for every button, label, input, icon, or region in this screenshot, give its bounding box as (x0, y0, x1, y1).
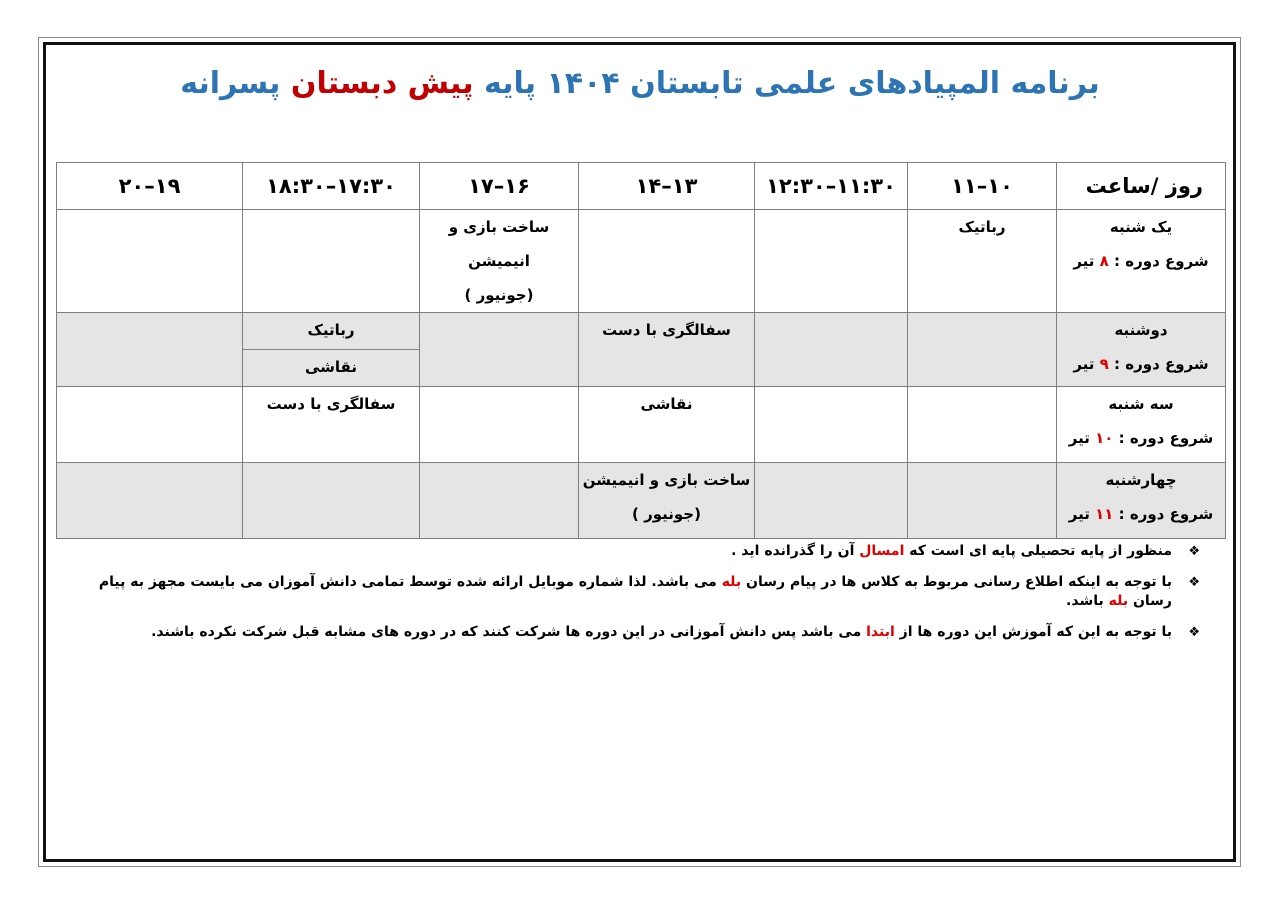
day-cell (1057, 463, 1226, 539)
title-gender: پسرانه (180, 66, 281, 101)
empty-cell (420, 387, 579, 463)
empty-cell (243, 210, 420, 313)
header-slot-19-20: ۱۹–۲۰ (57, 163, 243, 210)
empty-cell (755, 313, 908, 387)
list-item: ❖ با توجه به اینکه اطلاع رسانی مربوط به کلاس ها در پیام رسان بله می باشد. لذا شماره موبایل ارائه شده توسط تمامی دانش آموزان می بایست مجهز به پیام رسان بله باشد. (98, 574, 1200, 609)
empty-cell (57, 463, 243, 539)
day-cell (1057, 313, 1226, 387)
header-slot-1730-1830: ۱۷:۳۰–۱۸:۳۰ (243, 163, 420, 210)
title-part1: برنامه المپیادهای علمی تابستان ۱۴۰۴ پایه (484, 66, 1100, 101)
empty-cell (908, 313, 1057, 387)
diamond-bullet-icon: ❖ (1188, 575, 1200, 590)
header-slot-16-17: ۱۶–۱۷ (420, 163, 579, 210)
empty-cell (755, 387, 908, 463)
class-cell: ساخت بازی و انیمیشن (جونیور ) (579, 463, 755, 539)
table-row (57, 313, 1226, 350)
day-name: سه شنبه (1108, 395, 1174, 413)
start-date: شروع دوره : ۱۰ تیر (1068, 429, 1214, 447)
class-cell: رباتیک (243, 313, 420, 350)
day-name: یک شنبه (1109, 218, 1173, 236)
header-slot-1130-1230: ۱۱:۳۰–۱۲:۳۰ (755, 163, 908, 210)
notes-list (80, 542, 1200, 654)
class-cell: ساخت بازی و انیمیشن (جونیور ) (420, 210, 579, 313)
empty-cell (57, 210, 243, 313)
class-cell: سفالگری با دست (579, 313, 755, 387)
empty-cell (908, 463, 1057, 539)
day-cell (1057, 387, 1226, 463)
empty-cell (57, 387, 243, 463)
empty-cell (57, 313, 243, 387)
title-grade: پیش دبستان (290, 66, 474, 101)
day-name: دوشنبه (1114, 321, 1168, 339)
header-slot-13-14: ۱۳–۱۴ (579, 163, 755, 210)
diamond-bullet-icon: ❖ (1188, 544, 1200, 559)
empty-cell (755, 210, 908, 313)
header-row (57, 163, 1226, 210)
class-cell: نقاشی (579, 387, 755, 463)
class-cell: سفالگری با دست (243, 387, 420, 463)
day-name: چهارشنبه (1105, 471, 1177, 489)
empty-cell (908, 387, 1057, 463)
list-item: ❖ با توجه به این که آموزش این دوره ها از ابتدا می باشد پس دانش آموزانی در این دوره ها شرکت کنند که در دوره های مشابه قبل شرکت نکرده باشند. (151, 624, 1200, 640)
schedule-table (56, 162, 1226, 539)
empty-cell (420, 313, 579, 387)
day-cell (1057, 210, 1226, 313)
header-slot-10-11: ۱۰–۱۱ (908, 163, 1057, 210)
header-day-time: روز /ساعت (1057, 163, 1226, 210)
list-item: ❖ منظور از پایه تحصیلی پایه ای است که امسال آن را گذرانده اید . (731, 543, 1200, 559)
diamond-bullet-icon: ❖ (1188, 625, 1200, 640)
start-date: شروع دوره : ۸ تیر (1073, 252, 1209, 270)
class-cell: نقاشی (243, 350, 420, 387)
table-row (57, 463, 1226, 539)
table-row (57, 387, 1226, 463)
empty-cell (243, 463, 420, 539)
start-date: شروع دوره : ۱۱ تیر (1068, 505, 1214, 523)
start-date: شروع دوره : ۹ تیر (1073, 355, 1209, 373)
table-row (57, 210, 1226, 313)
page-title (0, 66, 1280, 101)
empty-cell (420, 463, 579, 539)
class-cell: رباتیک (908, 210, 1057, 313)
empty-cell (755, 463, 908, 539)
empty-cell (579, 210, 755, 313)
